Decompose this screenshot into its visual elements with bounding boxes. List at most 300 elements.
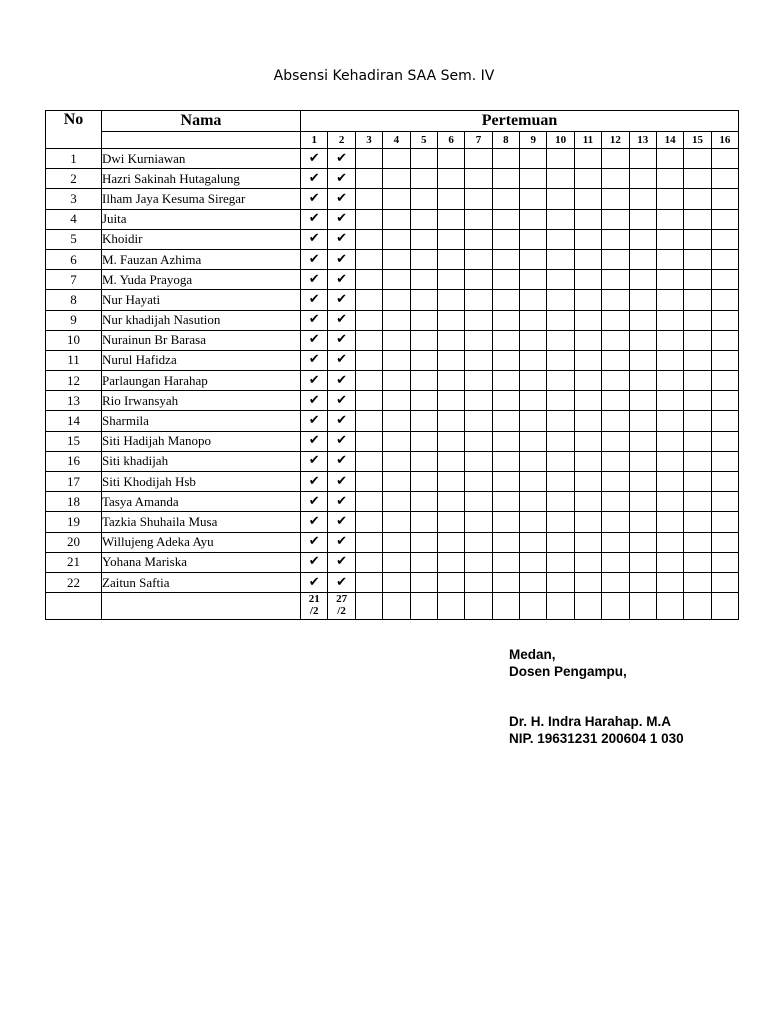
attendance-cell <box>520 290 547 310</box>
attendance-cell <box>437 391 464 411</box>
attendance-cell <box>684 290 711 310</box>
student-name: Nur khadijah Nasution <box>102 310 301 330</box>
meeting-total-part: 21 <box>308 593 320 606</box>
attendance-cell <box>547 209 574 229</box>
attendance-cell <box>547 290 574 310</box>
attendance-cell <box>437 209 464 229</box>
attendance-cell <box>711 532 738 552</box>
table-row <box>46 572 739 592</box>
attendance-cell <box>520 472 547 492</box>
attendance-cell <box>465 350 492 370</box>
attendance-cell <box>629 310 656 330</box>
attendance-cell <box>492 270 519 290</box>
attendance-cell <box>355 371 382 391</box>
totals-cell <box>437 593 464 620</box>
table-row <box>46 330 739 350</box>
check-icon: ✔ <box>301 169 328 189</box>
attendance-cell <box>437 229 464 249</box>
check-icon: ✔ <box>301 229 328 249</box>
attendance-cell <box>547 229 574 249</box>
attendance-cell <box>684 431 711 451</box>
attendance-cell <box>437 371 464 391</box>
student-name: Rio Irwansyah <box>102 391 301 411</box>
attendance-cell <box>520 229 547 249</box>
attendance-cell <box>684 451 711 471</box>
attendance-cell <box>520 411 547 431</box>
check-icon: ✔ <box>328 350 355 370</box>
attendance-cell <box>520 149 547 169</box>
attendance-cell <box>547 149 574 169</box>
attendance-cell <box>547 492 574 512</box>
attendance-cell <box>656 451 683 471</box>
attendance-cell <box>410 350 437 370</box>
attendance-cell <box>547 552 574 572</box>
student-name: Yohana Mariska <box>102 552 301 572</box>
attendance-cell <box>465 492 492 512</box>
check-icon: ✔ <box>328 270 355 290</box>
attendance-cell <box>355 512 382 532</box>
attendance-cell <box>656 532 683 552</box>
attendance-cell <box>629 169 656 189</box>
check-icon: ✔ <box>301 149 328 169</box>
attendance-cell <box>410 169 437 189</box>
row-number: 17 <box>46 472 102 492</box>
meeting-number: 8 <box>492 132 519 149</box>
attendance-cell <box>437 149 464 169</box>
attendance-cell <box>684 411 711 431</box>
attendance-cell <box>656 290 683 310</box>
attendance-cell <box>492 350 519 370</box>
attendance-cell <box>656 411 683 431</box>
attendance-cell <box>574 572 601 592</box>
attendance-cell <box>465 532 492 552</box>
totals-cell <box>711 593 738 620</box>
attendance-cell <box>383 330 410 350</box>
attendance-cell <box>410 310 437 330</box>
attendance-cell <box>602 330 629 350</box>
attendance-cell <box>410 472 437 492</box>
check-icon: ✔ <box>328 371 355 391</box>
attendance-cell <box>410 270 437 290</box>
attendance-cell <box>437 310 464 330</box>
attendance-cell <box>520 492 547 512</box>
attendance-cell <box>410 290 437 310</box>
attendance-cell <box>492 472 519 492</box>
check-icon: ✔ <box>301 290 328 310</box>
check-icon: ✔ <box>301 492 328 512</box>
attendance-cell <box>437 169 464 189</box>
row-number: 22 <box>46 572 102 592</box>
attendance-cell <box>465 330 492 350</box>
attendance-cell <box>383 209 410 229</box>
attendance-cell <box>355 391 382 411</box>
attendance-cell <box>711 169 738 189</box>
student-name: Nurainun Br Barasa <box>102 330 301 350</box>
attendance-cell <box>465 149 492 169</box>
attendance-cell <box>383 472 410 492</box>
attendance-cell <box>656 330 683 350</box>
check-icon: ✔ <box>328 249 355 269</box>
attendance-cell <box>465 249 492 269</box>
attendance-cell <box>711 330 738 350</box>
attendance-cell <box>602 431 629 451</box>
attendance-cell <box>574 391 601 411</box>
student-name: Khoidir <box>102 229 301 249</box>
attendance-cell <box>520 310 547 330</box>
attendance-cell <box>574 290 601 310</box>
attendance-cell <box>602 310 629 330</box>
totals-cell <box>465 593 492 620</box>
check-icon: ✔ <box>301 532 328 552</box>
header-row <box>46 111 739 132</box>
attendance-cell <box>492 209 519 229</box>
attendance-cell <box>492 371 519 391</box>
student-name: Zaitun Saftia <box>102 572 301 592</box>
attendance-cell <box>629 149 656 169</box>
attendance-cell <box>465 229 492 249</box>
attendance-cell <box>355 330 382 350</box>
attendance-cell <box>656 472 683 492</box>
table-row <box>46 169 739 189</box>
attendance-cell <box>684 169 711 189</box>
totals-cell <box>656 593 683 620</box>
attendance-cell <box>602 572 629 592</box>
row-number: 15 <box>46 431 102 451</box>
student-name: Siti Hadijah Manopo <box>102 431 301 451</box>
row-number: 7 <box>46 270 102 290</box>
attendance-cell <box>711 411 738 431</box>
check-icon: ✔ <box>328 209 355 229</box>
attendance-cell <box>492 411 519 431</box>
attendance-cell <box>684 330 711 350</box>
totals-blank <box>102 593 301 620</box>
attendance-cell <box>684 350 711 370</box>
attendance-cell <box>355 451 382 471</box>
attendance-cell <box>574 189 601 209</box>
check-icon: ✔ <box>301 189 328 209</box>
student-name: Parlaungan Harahap <box>102 371 301 391</box>
attendance-cell <box>711 431 738 451</box>
attendance-cell <box>437 249 464 269</box>
totals-cell <box>492 593 519 620</box>
totals-row <box>46 593 739 620</box>
attendance-cell <box>520 209 547 229</box>
attendance-cell <box>656 512 683 532</box>
attendance-cell <box>629 270 656 290</box>
attendance-cell <box>437 330 464 350</box>
row-number: 11 <box>46 350 102 370</box>
attendance-cell <box>355 189 382 209</box>
attendance-cell <box>410 411 437 431</box>
attendance-cell <box>547 310 574 330</box>
attendance-cell <box>574 492 601 512</box>
totals-cell <box>410 593 437 620</box>
attendance-cell <box>684 209 711 229</box>
attendance-cell <box>410 512 437 532</box>
attendance-cell <box>520 532 547 552</box>
attendance-cell <box>711 229 738 249</box>
row-number: 3 <box>46 189 102 209</box>
attendance-cell <box>520 350 547 370</box>
attendance-cell <box>629 209 656 229</box>
attendance-cell <box>656 371 683 391</box>
table-row <box>46 209 739 229</box>
attendance-cell <box>602 411 629 431</box>
check-icon: ✔ <box>301 350 328 370</box>
attendance-cell <box>383 552 410 572</box>
attendance-cell <box>355 411 382 431</box>
attendance-cell <box>383 149 410 169</box>
attendance-cell <box>410 249 437 269</box>
attendance-cell <box>574 310 601 330</box>
attendance-cell <box>410 532 437 552</box>
attendance-cell <box>684 512 711 532</box>
attendance-cell <box>547 169 574 189</box>
attendance-cell <box>711 209 738 229</box>
totals-cell <box>602 593 629 620</box>
attendance-cell <box>711 391 738 411</box>
meeting-number: 1 <box>301 132 328 149</box>
attendance-cell <box>465 371 492 391</box>
attendance-cell <box>656 310 683 330</box>
attendance-cell <box>629 492 656 512</box>
attendance-cell <box>492 310 519 330</box>
table-row <box>46 472 739 492</box>
check-icon: ✔ <box>328 472 355 492</box>
attendance-cell <box>711 249 738 269</box>
row-number: 16 <box>46 451 102 471</box>
attendance-cell <box>437 552 464 572</box>
table-row <box>46 270 739 290</box>
row-number: 10 <box>46 330 102 350</box>
attendance-cell <box>465 451 492 471</box>
meeting-number: 6 <box>437 132 464 149</box>
attendance-cell <box>684 149 711 169</box>
attendance-cell <box>629 532 656 552</box>
attendance-cell <box>520 431 547 451</box>
attendance-cell <box>711 512 738 532</box>
attendance-cell <box>355 290 382 310</box>
check-icon: ✔ <box>328 149 355 169</box>
meeting-number-row <box>46 132 739 149</box>
meeting-number: 4 <box>383 132 410 149</box>
check-icon: ✔ <box>301 451 328 471</box>
attendance-cell <box>355 431 382 451</box>
attendance-cell <box>547 472 574 492</box>
attendance-cell <box>574 431 601 451</box>
attendance-cell <box>602 371 629 391</box>
attendance-cell <box>437 472 464 492</box>
attendance-cell <box>410 431 437 451</box>
attendance-cell <box>383 492 410 512</box>
check-icon: ✔ <box>328 330 355 350</box>
attendance-cell <box>520 270 547 290</box>
student-name: Sharmila <box>102 411 301 431</box>
check-icon: ✔ <box>328 431 355 451</box>
table-row <box>46 189 739 209</box>
attendance-cell <box>465 169 492 189</box>
attendance-cell <box>711 472 738 492</box>
row-number: 21 <box>46 552 102 572</box>
attendance-cell <box>437 189 464 209</box>
attendance-cell <box>465 209 492 229</box>
attendance-cell <box>629 371 656 391</box>
meeting-total <box>328 593 355 620</box>
attendance-cell <box>465 512 492 532</box>
check-icon: ✔ <box>301 330 328 350</box>
attendance-cell <box>355 532 382 552</box>
attendance-cell <box>437 270 464 290</box>
attendance-cell <box>656 350 683 370</box>
attendance-cell <box>437 290 464 310</box>
attendance-cell <box>383 431 410 451</box>
attendance-cell <box>656 209 683 229</box>
attendance-cell <box>547 431 574 451</box>
check-icon: ✔ <box>301 310 328 330</box>
check-icon: ✔ <box>301 472 328 492</box>
meeting-number: 12 <box>602 132 629 149</box>
meeting-number: 10 <box>547 132 574 149</box>
attendance-cell <box>629 249 656 269</box>
check-icon: ✔ <box>328 169 355 189</box>
attendance-cell <box>383 451 410 471</box>
attendance-cell <box>410 552 437 572</box>
attendance-cell <box>520 371 547 391</box>
attendance-cell <box>492 492 519 512</box>
attendance-cell <box>383 512 410 532</box>
check-icon: ✔ <box>328 290 355 310</box>
totals-cell <box>574 593 601 620</box>
table-row <box>46 350 739 370</box>
row-number: 6 <box>46 249 102 269</box>
attendance-cell <box>547 330 574 350</box>
student-name: Siti Khodijah Hsb <box>102 472 301 492</box>
attendance-cell <box>410 572 437 592</box>
check-icon: ✔ <box>301 371 328 391</box>
attendance-cell <box>520 330 547 350</box>
attendance-cell <box>602 552 629 572</box>
attendance-cell <box>410 451 437 471</box>
attendance-cell <box>602 451 629 471</box>
check-icon: ✔ <box>328 552 355 572</box>
signature-nip: NIP. 19631231 200604 1 030 <box>509 731 684 746</box>
totals-cell <box>520 593 547 620</box>
attendance-cell <box>465 310 492 330</box>
meeting-number: 15 <box>684 132 711 149</box>
attendance-cell <box>547 451 574 471</box>
table-row <box>46 532 739 552</box>
attendance-cell <box>355 229 382 249</box>
attendance-cell <box>547 350 574 370</box>
attendance-cell <box>684 552 711 572</box>
check-icon: ✔ <box>328 310 355 330</box>
meeting-number: 5 <box>410 132 437 149</box>
header-name-blank <box>102 132 301 149</box>
attendance-cell <box>465 189 492 209</box>
attendance-cell <box>383 229 410 249</box>
row-number: 19 <box>46 512 102 532</box>
attendance-cell <box>711 189 738 209</box>
attendance-cell <box>629 431 656 451</box>
attendance-cell <box>410 371 437 391</box>
attendance-cell <box>383 532 410 552</box>
row-number: 13 <box>46 391 102 411</box>
attendance-cell <box>520 169 547 189</box>
attendance-cell <box>684 249 711 269</box>
attendance-cell <box>602 189 629 209</box>
attendance-cell <box>547 532 574 552</box>
attendance-cell <box>629 512 656 532</box>
attendance-cell <box>437 532 464 552</box>
attendance-cell <box>684 310 711 330</box>
student-name: Tazkia Shuhaila Musa <box>102 512 301 532</box>
signature-role: Dosen Pengampu, <box>509 664 627 679</box>
attendance-cell <box>410 209 437 229</box>
attendance-cell <box>410 189 437 209</box>
attendance-cell <box>629 451 656 471</box>
attendance-cell <box>602 209 629 229</box>
student-name: Tasya Amanda <box>102 492 301 512</box>
table-row <box>46 411 739 431</box>
attendance-cell <box>547 270 574 290</box>
attendance-cell <box>602 350 629 370</box>
totals-blank <box>46 593 102 620</box>
meeting-number: 14 <box>656 132 683 149</box>
attendance-cell <box>355 472 382 492</box>
attendance-cell <box>383 391 410 411</box>
attendance-cell <box>437 431 464 451</box>
attendance-cell <box>684 532 711 552</box>
attendance-cell <box>574 552 601 572</box>
table-row <box>46 391 739 411</box>
attendance-cell <box>465 391 492 411</box>
attendance-cell <box>520 572 547 592</box>
check-icon: ✔ <box>328 532 355 552</box>
attendance-cell <box>410 330 437 350</box>
attendance-cell <box>711 350 738 370</box>
totals-cell <box>629 593 656 620</box>
attendance-cell <box>629 229 656 249</box>
student-name: Hazri Sakinah Hutagalung <box>102 169 301 189</box>
attendance-cell <box>465 552 492 572</box>
attendance-cell <box>684 229 711 249</box>
table-row <box>46 552 739 572</box>
attendance-cell <box>437 512 464 532</box>
attendance-cell <box>574 350 601 370</box>
table-row <box>46 492 739 512</box>
attendance-cell <box>602 229 629 249</box>
attendance-cell <box>574 229 601 249</box>
attendance-cell <box>656 249 683 269</box>
attendance-cell <box>492 169 519 189</box>
attendance-cell <box>574 149 601 169</box>
attendance-cell <box>711 290 738 310</box>
attendance-cell <box>383 411 410 431</box>
attendance-cell <box>629 350 656 370</box>
row-number: 4 <box>46 209 102 229</box>
attendance-cell <box>547 249 574 269</box>
check-icon: ✔ <box>328 572 355 592</box>
attendance-cell <box>520 391 547 411</box>
attendance-cell <box>520 451 547 471</box>
attendance-cell <box>492 391 519 411</box>
attendance-cell <box>492 512 519 532</box>
attendance-cell <box>656 149 683 169</box>
attendance-cell <box>602 532 629 552</box>
attendance-cell <box>547 391 574 411</box>
page-title: Absensi Kehadiran SAA Sem. IV <box>273 68 495 84</box>
attendance-cell <box>711 149 738 169</box>
